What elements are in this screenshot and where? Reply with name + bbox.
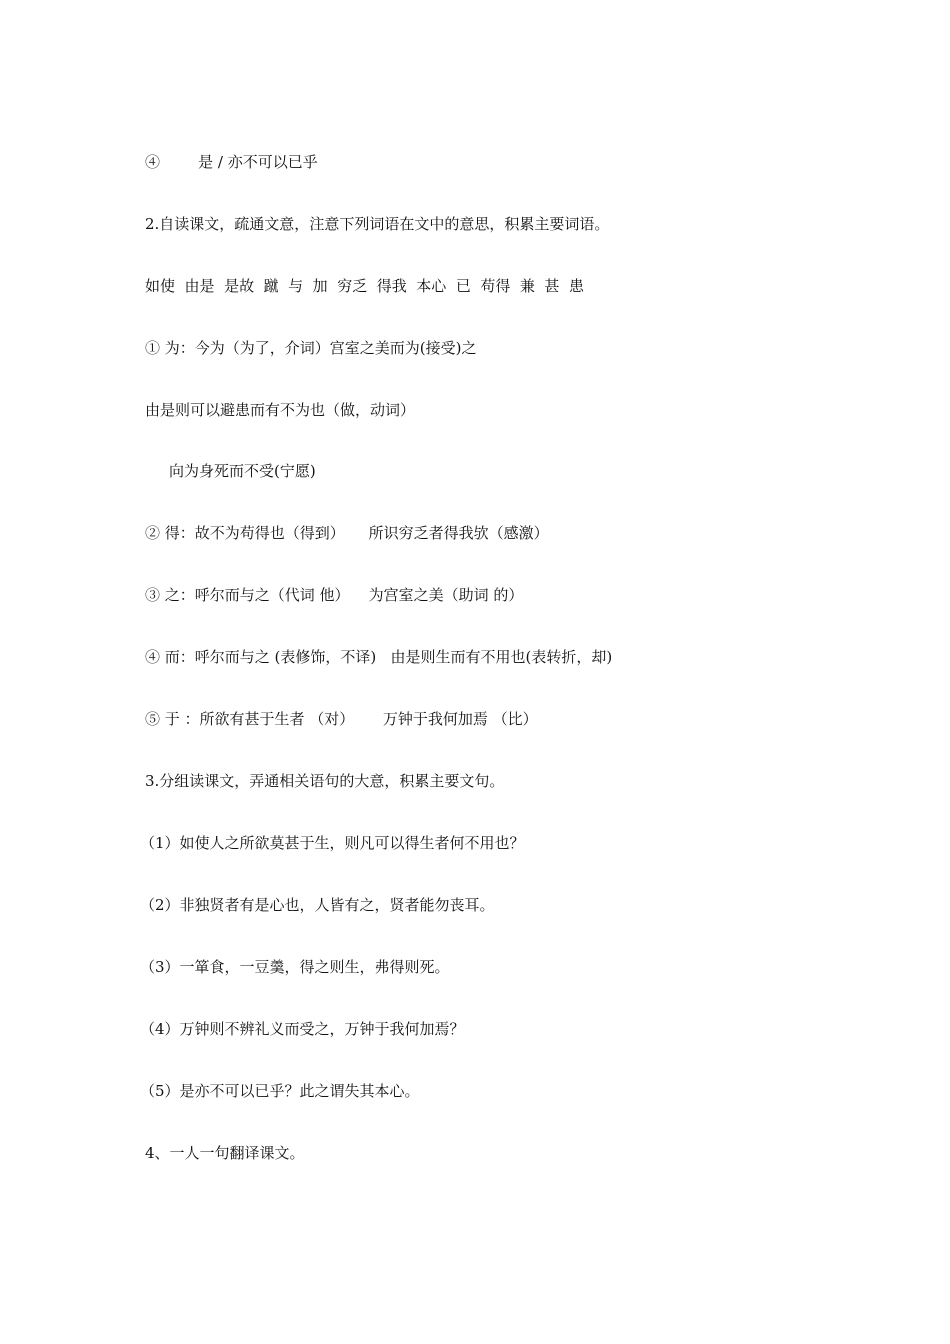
section-4-heading: 4、一人一句翻译课文。 (145, 1144, 305, 1162)
word-wei-line-3: 向为身死而不受(宁愿) (169, 462, 316, 480)
sentence-2: （2）非独贤者有是心也，人皆有之，贤者能勿丧耳。 (140, 896, 495, 914)
sentence-4: （4）万钟则不辨礼义而受之，万钟于我何加焉？ (140, 1020, 465, 1038)
text-line-circled-4-shi: ④ 是 / 亦不可以已乎 (145, 153, 318, 171)
word-er-line: ④ 而：呼尔而与之 (表修饰，不译) 由是则生而有不用也(表转折，却) (145, 648, 613, 666)
sentence-3: （3）一箪食，一豆羹，得之则生，弗得则死。 (140, 958, 450, 976)
section-2-heading: 2.自读课文，疏通文意，注意下列词语在文中的意思，积累主要词语。 (145, 215, 610, 233)
word-de-line: ② 得：故不为苟得也（得到） 所识穷乏者得我欤（感激） (145, 524, 549, 542)
word-wei-line-2: 由是则可以避患而有不为也（做，动词） (145, 401, 416, 419)
section-3-heading: 3.分组读课文，弄通相关语句的大意，积累主要文句。 (145, 772, 505, 790)
sentence-1: （1）如使人之所欲莫甚于生，则凡可以得生者何不用也？ (140, 834, 525, 852)
word-yu-line: ⑤ 于 ：所欲有甚于生者 （对） 万钟于我何加焉 （比） (145, 710, 538, 728)
sentence-5: （5）是亦不可以已乎？此之谓失其本心。 (140, 1082, 420, 1100)
word-wei-line-1: ① 为：今为（为了，介词）宫室之美而为(接受)之 (145, 339, 477, 357)
vocabulary-list: 如使 由是 是故 蹴 与 加 穷乏 得我 本心 已 苟得 兼 甚 患 (145, 277, 584, 295)
word-zhi-line: ③ 之：呼尔而与之（代词 他） 为宫室之美（助词 的） (145, 586, 524, 604)
